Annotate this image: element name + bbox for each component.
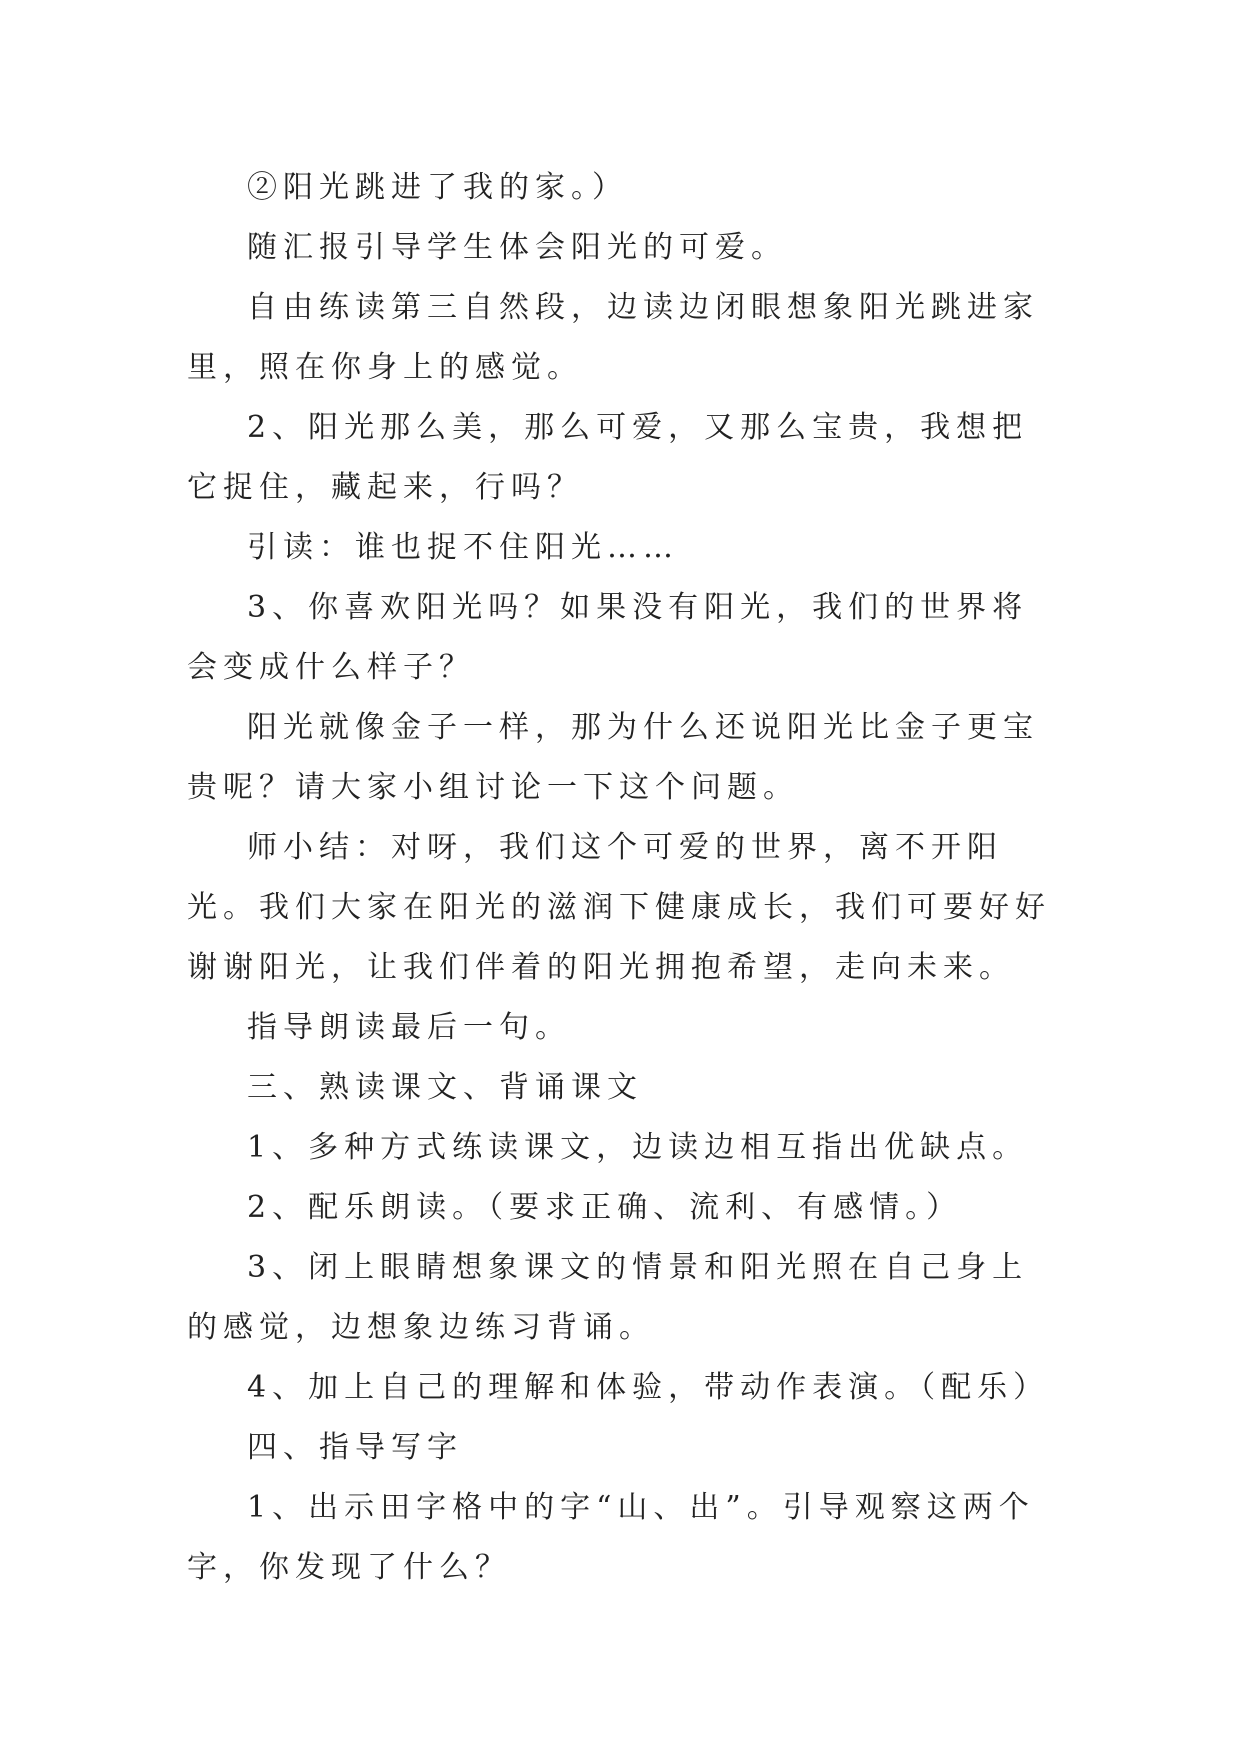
paragraph-guided-reading: 引读：谁也捉不住阳光…… [247,530,679,565]
paragraph-report-guidance: 随汇报引导学生体会阳光的可爱。 [247,230,787,265]
paragraph-free-reading: 自由练读第三自然段，边读边闭眼想象阳光跳进家里，照在你身上的感觉。 [187,290,1039,385]
paragraph-teacher-summary: 师小结：对呀，我们这个可爱的世界，离不开阳光。我们大家在阳光的滋润下健康成长，我们可要好好谢谢阳光，让我们伴着的阳光拥抱希望，走向未来。 [187,830,1051,985]
paragraph-show-characters: 1、出示田字格中的字“山、出”。引导观察这两个字，你发现了什么？ [187,1490,1035,1585]
paragraph-act-out: 4、加上自己的理解和体验，带动作表演。（配乐） [247,1370,1050,1405]
paragraph-question-catch-sunlight: 2、阳光那么美，那么可爱，又那么宝贵，我想把它捉住，藏起来，行吗？ [187,410,1029,505]
paragraph-read-last-sentence: 指导朗读最后一句。 [247,1010,571,1045]
document-page [187,158,1057,1598]
paragraph-practice-reading: 1、多种方式练读课文，边读边相互指出优缺点。 [247,1130,1029,1165]
paragraph-sunlight-jumps-home: ②阳光跳进了我的家。） [247,170,628,205]
section-heading-recite: 三、熟读课文、背诵课文 [247,1070,643,1105]
paragraph-question-no-sunlight: 3、你喜欢阳光吗？如果没有阳光，我们的世界将会变成什么样子？ [187,590,1029,685]
paragraph-music-reading: 2、配乐朗读。（要求正确、流利、有感情。） [247,1190,963,1225]
paragraph-imagine-recite: 3、闭上眼睛想象课文的情景和阳光照在自己身上的感觉，边想象边练习背诵。 [187,1250,1029,1345]
section-heading-writing: 四、指导写字 [247,1430,463,1465]
paragraph-group-discussion: 阳光就像金子一样，那为什么还说阳光比金子更宝贵呢？请大家小组讨论一下这个问题。 [187,710,1039,805]
